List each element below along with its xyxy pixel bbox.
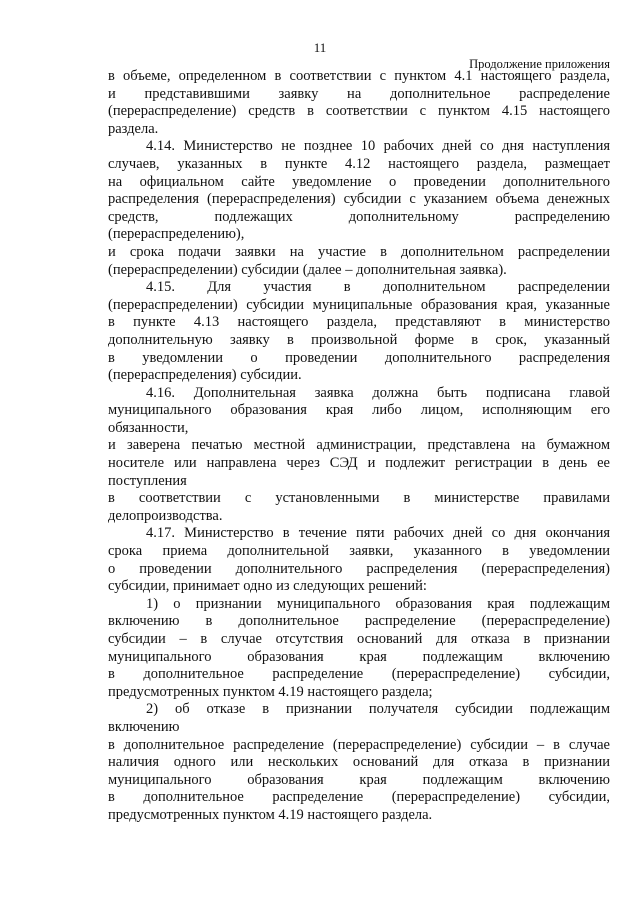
document-body	[108, 68, 610, 825]
text-line: (перераспределению),	[108, 226, 245, 243]
text-line: поступления	[108, 472, 187, 489]
text-line: муниципального образования края подлежащим включению	[108, 771, 610, 788]
text-line: включению	[108, 718, 180, 735]
page-number: 11	[313, 40, 327, 55]
text-line: (перераспределение) средств в соответствии с пунктом 4.15 настоящего	[108, 103, 610, 120]
text-line: в пункте 4.13 настоящего раздела, представляют в министерство	[108, 314, 610, 331]
text-line: 4.17. Министерство в течение пяти рабочих дней со дня окончания	[146, 525, 610, 542]
text-line: субсидии – в случае отсутствия оснований для отказа в признании	[108, 631, 610, 647]
text-line: раздела.	[108, 120, 159, 137]
text-line: дополнительную заявку в произвольной форме в срок, указанный	[108, 331, 610, 348]
text-line: субсидии, принимает одно из следующих решений:	[108, 578, 427, 595]
text-line: (перераспределении) субсидии муниципальные образования края, указанные	[108, 296, 610, 313]
text-line: 4.16. Дополнительная заявка должна быть подписана главой	[146, 384, 610, 401]
text-line: и срока подачи заявки на участие в дополнительном распределении	[108, 243, 610, 260]
text-line: носителе или направлена через СЭД и подлежит регистрации в день ее	[108, 455, 610, 472]
text-line: и заверена печатью местной администрации, представлена на бумажном	[108, 437, 610, 454]
text-line: (перераспределении) субсидии (далее – дополнительная заявка).	[108, 261, 507, 278]
text-line: в соответствии с установленными в министерстве правилами	[108, 490, 610, 507]
text-line: предусмотренных пунктом 4.19 настоящего раздела.	[108, 806, 433, 823]
text-line: в уведомлении о проведении дополнительного распределения	[108, 349, 610, 366]
text-line: делопроизводства.	[108, 507, 223, 524]
text-line: муниципального образования края либо лицом, исполняющим его	[108, 402, 610, 419]
text-line: обязанности,	[108, 419, 189, 436]
text-line: предусмотренных пунктом 4.19 настоящего раздела;	[108, 683, 433, 700]
text-line: о проведении дополнительного распределения (перераспределения)	[108, 560, 610, 577]
text-line: средств, подлежащих дополнительному распределению	[108, 208, 610, 225]
text-line: наличия одного или нескольких оснований для отказа в признании	[108, 754, 610, 771]
text-line: 4.15. Для участия в дополнительном распределении	[146, 279, 610, 296]
text-line: на официальном сайте уведомление о проведении дополнительного	[108, 173, 610, 190]
text-line: распределения (перераспределения) субсидии с указанием объема денежных	[108, 191, 610, 208]
text-line: в дополнительное распределение (перераспределение) субсидии,	[108, 666, 610, 683]
text-line: муниципального образования края подлежащим включению	[108, 648, 610, 665]
text-line: случаев, указанных в пункте 4.12 настоящего раздела, размещает	[108, 155, 610, 172]
text-line: в дополнительное распределение (перераспределение) субсидии – в случае	[108, 736, 610, 753]
text-line: включению в дополнительное распределение (перераспределение)	[108, 613, 610, 630]
text-line: 2) об отказе в признании получателя субсидии подлежащим	[146, 701, 610, 718]
text-line: 4.14. Министерство не позднее 10 рабочих дней со дня наступления	[146, 138, 610, 155]
text-line: и представившими заявку на дополнительное распределение	[108, 85, 610, 102]
text-line: срока приема дополнительной заявки, указанного в уведомлении	[108, 543, 610, 560]
text-line: 1) о признании муниципального образования края подлежащим	[146, 595, 610, 612]
text-line: в дополнительное распределение (перераспределение) субсидии,	[108, 789, 610, 806]
text-line: в объеме, определенном в соответствии с пунктом 4.1 настоящего раздела,	[108, 68, 610, 84]
appendix-continuation-note: Продолжение приложения	[469, 57, 610, 71]
text-line: (перераспределения) субсидии.	[108, 367, 302, 384]
